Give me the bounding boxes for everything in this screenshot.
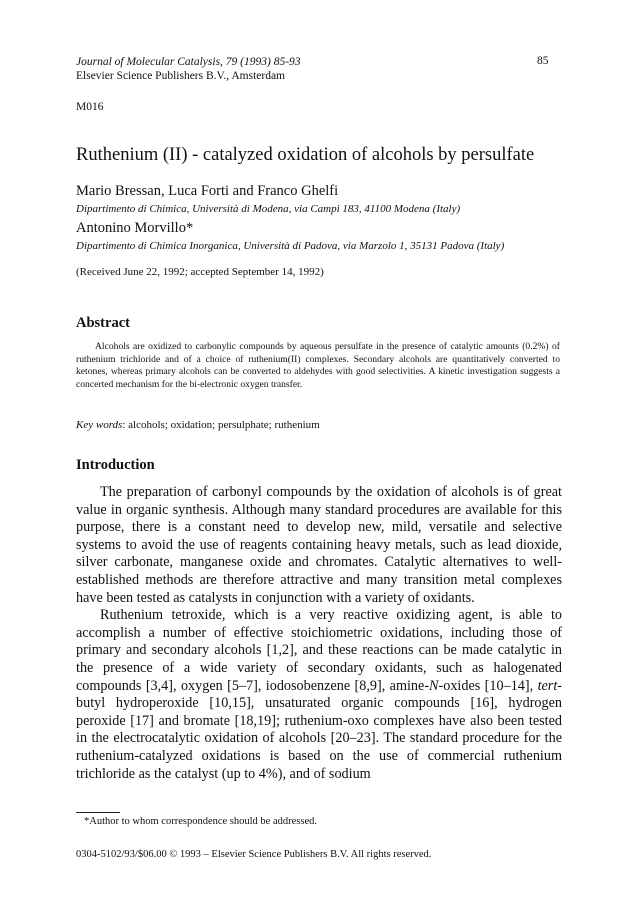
abstract-text: Alcohols are oxidized to carbonylic compounds by aqueous persulfate in the presence of catalytic amounts (0.2%) of ruthenium trichloride and of a choice of ruthenium(II) complexes. Secondary alcohols are quantitatively converted to ketones, whereas primary alcohols can be converted to aldehydes with good selectivities. A kinetic investigation suggests a concerted mechanism for the bi-electronic oxygen transfer. bbox=[76, 341, 560, 390]
introduction-heading: Introduction bbox=[76, 457, 155, 473]
paragraph-2-italic-n: N bbox=[429, 677, 439, 694]
keywords-line bbox=[76, 419, 320, 431]
page-number: 85 bbox=[537, 55, 549, 67]
abstract-body bbox=[76, 341, 560, 391]
affiliation-1: Dipartimento di Chimica, Università di Modena, via Campi 183, 41100 Modena (Italy) bbox=[76, 203, 461, 215]
author-list-1: Mario Bressan, Luca Forti and Franco Ghelfi bbox=[76, 183, 339, 199]
introduction-paragraph-1: The preparation of carbonyl compounds by the oxidation of alcohols is of great value in organic synthesis. Although many standard procedures are available for this purpose, there is a constant need to develop new, mild, versatile and selective systems to avoid the use of reagents containing heavy metals, such as lead dioxide, silver carbonate, manganese oxide and chromates. Catalytic alternatives to well-established methods are therefore attractive and many transition metal complexes have been tested as catalysts in conjunction with a variety of oxidants. bbox=[76, 484, 562, 606]
paragraph-2-part-b: -oxides [10–14], bbox=[438, 677, 538, 694]
introduction-paragraph-2 bbox=[76, 607, 562, 783]
keywords-list: : alcohols; oxidation; persulphate; ruthenium bbox=[122, 419, 320, 431]
journal-line-1: Journal of Molecular Catalysis, 79 (1993) 85-93 bbox=[76, 56, 301, 68]
journal-citation bbox=[76, 55, 301, 83]
introduction-body bbox=[76, 484, 562, 783]
affiliation-2: Dipartimento di Chimica Inorganica, Università di Padova, via Marzolo 1, 35131 Padova (Italy) bbox=[76, 240, 505, 252]
article-code: M016 bbox=[76, 101, 104, 113]
received-dates: (Received June 22, 1992; accepted September 14, 1992) bbox=[76, 266, 324, 278]
copyright-line: 0304-5102/93/$06.00 © 1993 – Elsevier Science Publishers B.V. All rights reserved. bbox=[76, 849, 432, 860]
paragraph-2-italic-tert: tert bbox=[537, 677, 558, 694]
paragraph-2-part-c: -butyl hydroperoxide [10,15], unsaturated organic compounds [16], hydrogen peroxide [17] and bromate [18,19]; ruthenium-oxo complexes have also been tested in the electrocatalytic oxidation of alcohols [20–23]. The standard procedure for the ruthenium-catalyzed oxidations is based on the use of commercial ruthenium trichloride as the catalyst (up to 4%), and of sodium bbox=[76, 677, 562, 782]
journal-line-2: Elsevier Science Publishers B.V., Amsterdam bbox=[76, 70, 285, 82]
author-list-2: Antonino Morvillo* bbox=[76, 220, 194, 236]
footnote-rule bbox=[76, 812, 120, 813]
article-title: Ruthenium (II) - catalyzed oxidation of alcohols by persulfate bbox=[76, 145, 535, 165]
keywords-label: Key words bbox=[76, 419, 123, 431]
paragraph-2-part-a: Ruthenium tetroxide, which is a very reactive oxidizing agent, is able to accomplish a number of effective stoichiometric oxidations, including those of primary and secondary alcohols [1,2], and these reactions can be made catalytic in the presence of a wide variety of secondary oxidants, such as halogenated compounds [3,4], oxygen [5–7], iodosobenzene [8,9], amine- bbox=[76, 607, 562, 694]
footnote: *Author to whom correspondence should be addressed. bbox=[84, 816, 317, 827]
abstract-heading: Abstract bbox=[76, 315, 130, 331]
